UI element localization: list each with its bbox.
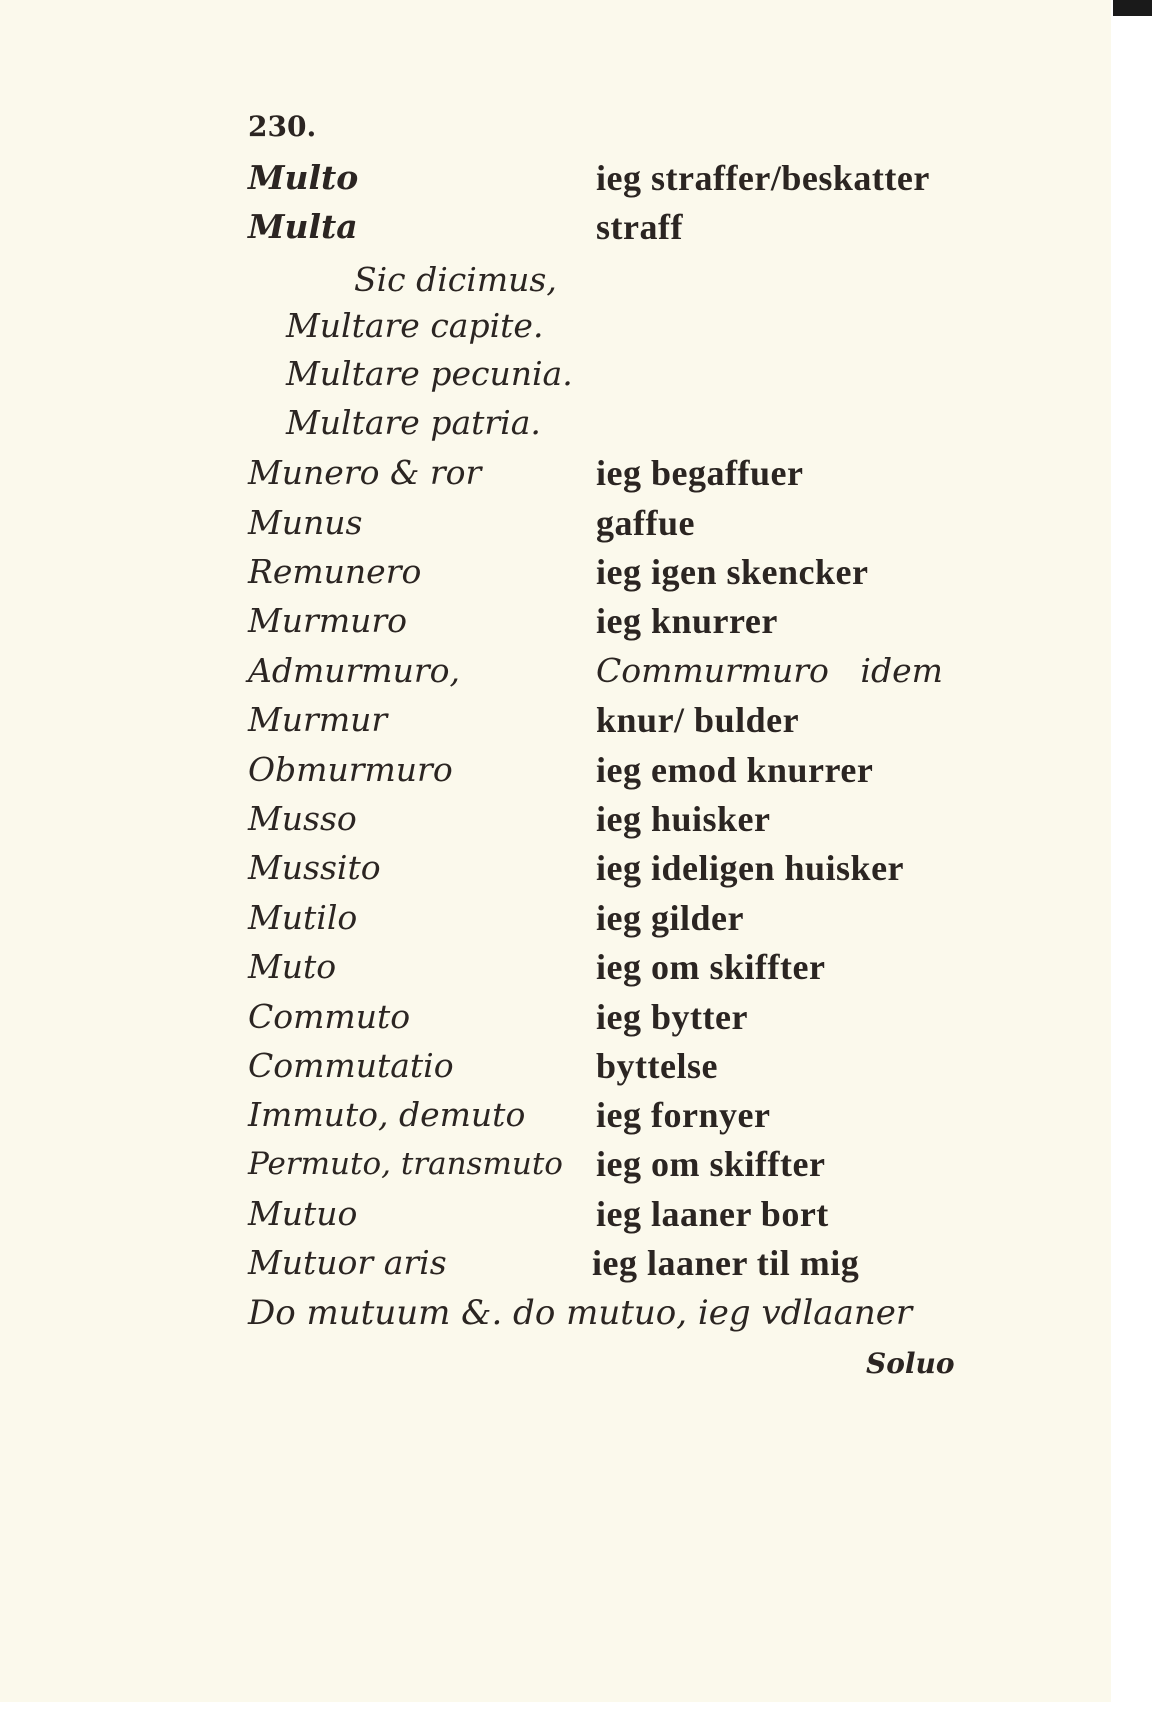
danish-translation: straff bbox=[596, 207, 683, 247]
latin-term: Mussito bbox=[248, 848, 381, 887]
danish-translation: ieg igen skencker bbox=[596, 552, 869, 592]
latin-term: Munero & ror bbox=[248, 453, 482, 492]
latin-term: Immuto, demuto bbox=[248, 1095, 526, 1134]
danish-translation: Commurmuro idem bbox=[596, 651, 943, 690]
danish-translation: ieg om skiffter bbox=[596, 947, 826, 987]
danish-translation: gaffue bbox=[596, 503, 695, 543]
danish-translation: ieg om skiffter bbox=[596, 1144, 826, 1184]
latin-term: Murmur bbox=[248, 700, 388, 739]
latin-term: Muto bbox=[248, 947, 337, 986]
danish-translation: knur/ bulder bbox=[596, 700, 800, 740]
latin-term: Murmuro bbox=[248, 601, 408, 640]
latin-term: Remunero bbox=[248, 552, 422, 591]
latin-term: Musso bbox=[248, 799, 357, 838]
latin-term: Mutuo bbox=[248, 1194, 358, 1233]
example-heading: Sic dicimus, bbox=[354, 260, 557, 299]
scan-bottom-edge bbox=[0, 1702, 1111, 1718]
latin-term: Commuto bbox=[248, 997, 411, 1036]
latin-term: Commutatio bbox=[248, 1046, 454, 1085]
danish-translation: ieg straffer/beskatter bbox=[596, 158, 930, 198]
page-number: 230. bbox=[248, 110, 317, 143]
danish-translation: ieg bytter bbox=[596, 997, 748, 1037]
example-phrase: Multare patria. bbox=[286, 403, 541, 442]
scan-margin bbox=[1111, 0, 1152, 1718]
latin-term: Admurmuro, bbox=[248, 651, 460, 690]
latin-term: Munus bbox=[248, 503, 363, 542]
latin-term: Mutilo bbox=[248, 898, 358, 937]
latin-term: Permuto, transmuto bbox=[248, 1146, 563, 1182]
latin-term: Multa bbox=[248, 207, 358, 246]
danish-translation: ieg fornyer bbox=[596, 1095, 771, 1135]
latin-term: Mutuor aris bbox=[248, 1243, 447, 1282]
spanning-phrase: Do mutuum &. do mutuo, ieg vdlaaner bbox=[248, 1293, 913, 1333]
example-phrase: Multare capite. bbox=[286, 306, 544, 345]
danish-translation: byttelse bbox=[596, 1046, 718, 1086]
danish-translation: ieg laaner til mig bbox=[592, 1243, 860, 1283]
danish-translation: ieg emod knurrer bbox=[596, 750, 874, 790]
danish-translation: ieg huisker bbox=[596, 799, 771, 839]
danish-translation: ieg begaffuer bbox=[596, 453, 804, 493]
scan-edge-mark bbox=[1113, 0, 1152, 16]
danish-translation: ieg ideligen huisker bbox=[596, 848, 905, 888]
latin-term: Multo bbox=[248, 158, 359, 197]
example-phrase: Multare pecunia. bbox=[286, 354, 573, 393]
danish-translation: ieg gilder bbox=[596, 898, 744, 938]
latin-term: Obmurmuro bbox=[248, 750, 453, 789]
catchword: Soluo bbox=[866, 1347, 955, 1380]
danish-translation: ieg laaner bort bbox=[596, 1194, 829, 1234]
danish-translation: ieg knurrer bbox=[596, 601, 778, 641]
